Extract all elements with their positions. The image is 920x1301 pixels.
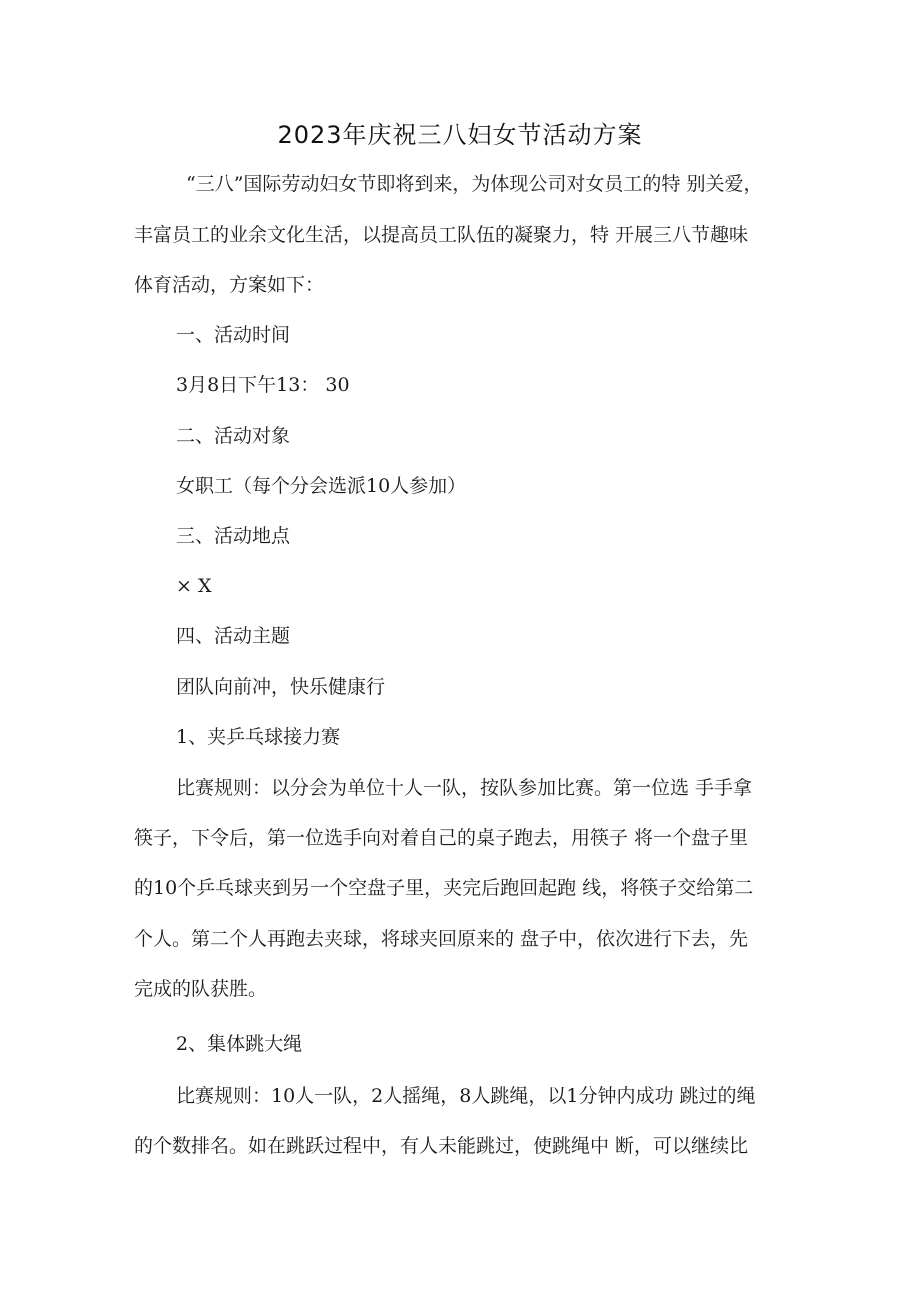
event1-rules-line-4: 个人。第二个人再跑去夹球，将球夹回原来的 盘子中，依次进行下去，先 [134,928,749,950]
event2-rules-line-1: 比赛规则：10人一队，2人摇绳，8人跳绳，以1分钟内成功 跳过的绳 [176,1085,756,1107]
intro-line-1: “三八”国际劳动妇女节即将到来，为体现公司对女员工的特 别关爱， [186,173,763,195]
event2-heading: 2、集体跳大绳 [176,1033,303,1055]
section-time-heading: 一、活动时间 [176,324,291,346]
section-location-heading: 三、活动地点 [176,525,291,547]
event1-rules-line-5: 完成的队获胜。 [134,978,268,1000]
event1-rules-line-3: 的10个乒乓球夹到另一个空盘子里，夹完后跑回起跑 线，将筷子交给第二 [134,877,754,899]
intro-line-3: 体育活动，方案如下： [134,274,325,296]
section-target-value: 女职工（每个分会选派10人参加） [176,475,467,497]
event2-rules-line-2: 的个数排名。如在跳跃过程中，有人未能跳过，使跳绳中 断，可以继续比 [134,1135,749,1157]
event1-heading: 1、夹乒乓球接力赛 [176,726,341,748]
section-theme-value: 团队向前冲，快乐健康行 [176,676,386,698]
intro-line-2: 丰富员工的业余文化生活，以提高员工队伍的凝聚力，特 开展三八节趣味 [134,224,749,246]
section-time-value: 3月8日下午13： 30 [176,374,350,396]
section-target-heading: 二、活动对象 [176,425,291,447]
document-title: 2023年庆祝三八妇女节活动方案 [277,121,643,149]
section-location-value: × X [176,575,212,597]
event1-rules-line-2: 筷子，下令后，第一位选手向对着自己的桌子跑去，用筷子 将一个盘子里 [134,827,749,849]
section-theme-heading: 四、活动主题 [176,625,291,647]
event1-rules-line-1: 比赛规则：以分会为单位十人一队，按队参加比赛。第一位选 手手拿 [176,777,753,799]
